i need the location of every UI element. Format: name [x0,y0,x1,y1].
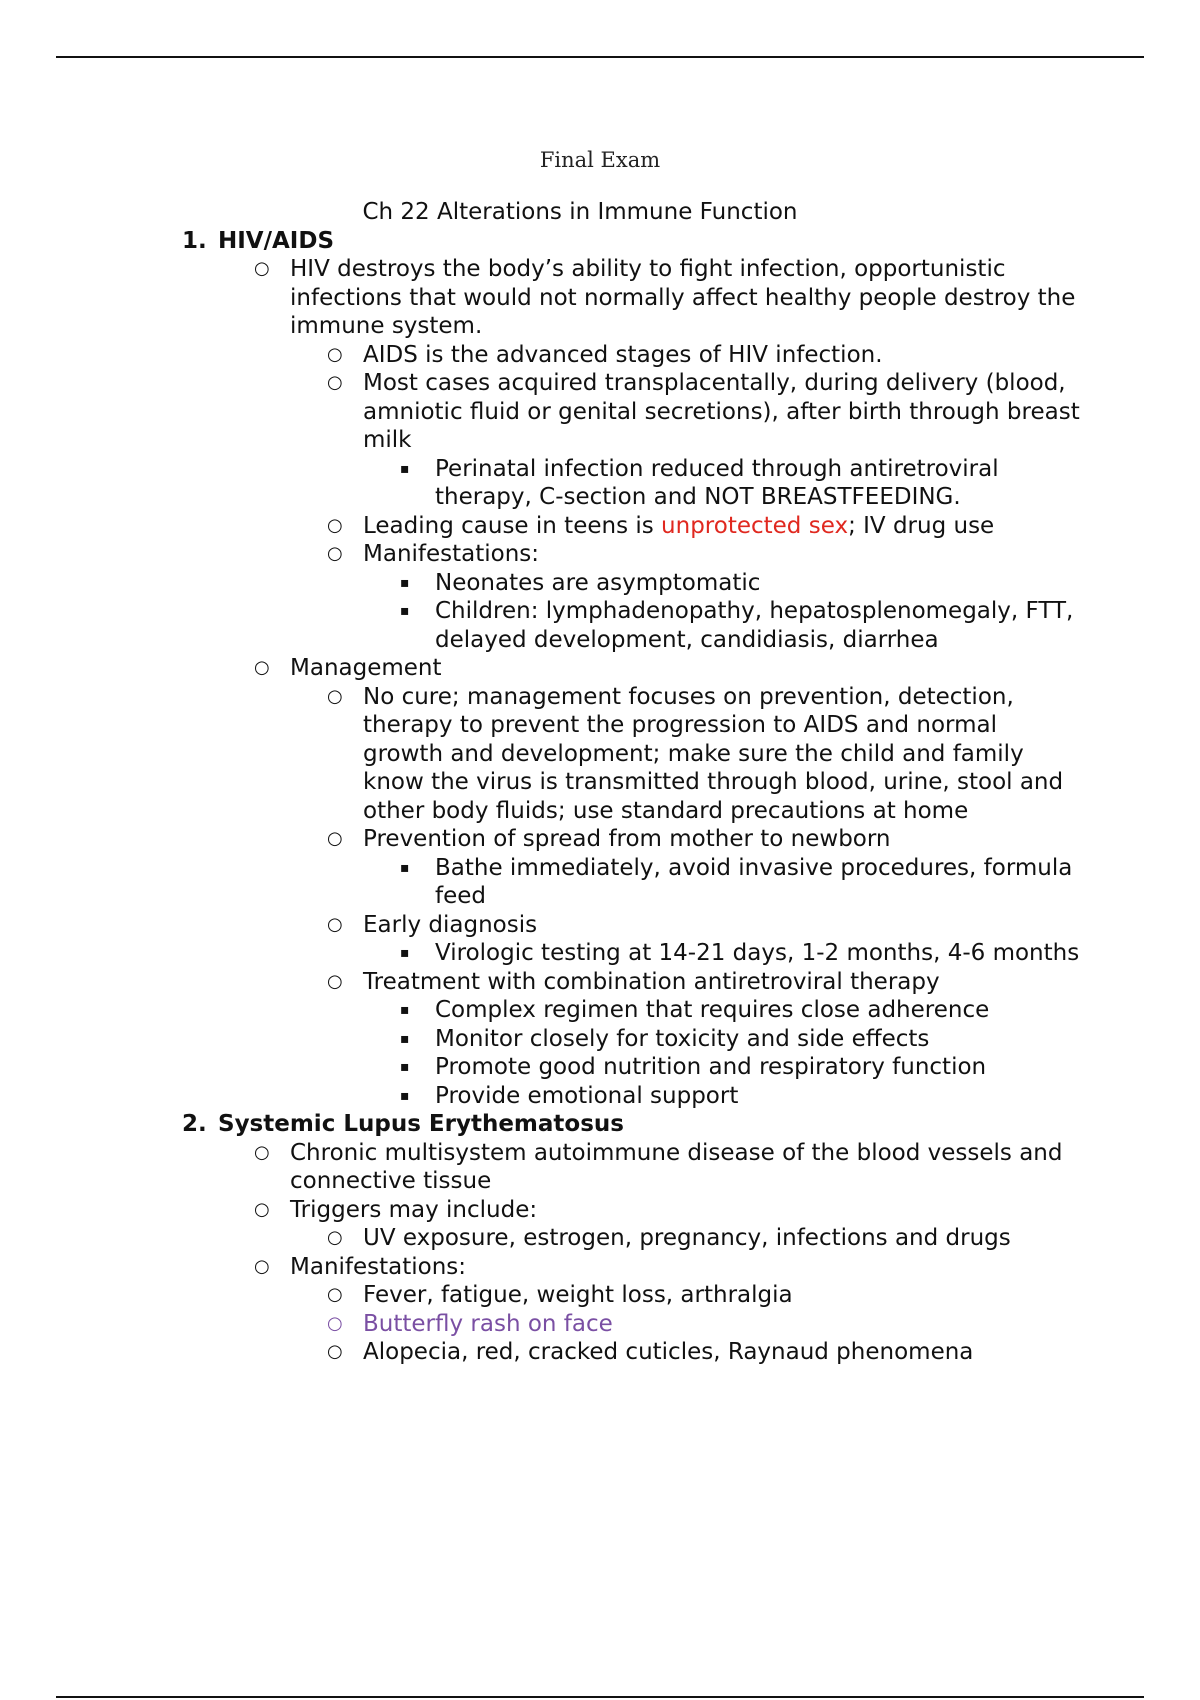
circle-bullet-icon: ○ [327,828,343,849]
list-item: ○ AIDS is the advanced stages of HIV infection. [327,341,883,368]
circle-bullet-icon: ○ [327,685,343,707]
square-bullet-icon: ▪ [400,1002,410,1018]
circle-bullet-icon: ○ [327,1312,343,1334]
section-title: Systemic Lupus Erythematosus [218,1111,624,1137]
circle-bullet-icon: ○ [327,514,343,536]
list-item: ▪ Perinatal infection reduced through antiretroviral therapy, C-section and NOT BREASTFEEDING. [400,455,999,510]
square-bullet-icon: ▪ [400,945,410,961]
square-bullet-icon: ▪ [400,603,410,619]
circle-bullet-icon: ○ [327,970,343,992]
circle-bullet-icon: ○ [254,258,270,279]
square-bullet-icon: ▪ [400,460,410,477]
top-rule [56,56,1144,58]
list-item: ○ UV exposure, estrogen, pregnancy, infections and drugs [327,1225,1011,1251]
list-item: ▪ Monitor closely for toxicity and side effects [400,1025,930,1052]
list-item: ▪ Children: lymphadenopathy, hepatosplenomegaly, FTT, delayed development, candidiasis, diarrhea [400,598,1074,653]
list-item: ○ No cure; management focuses on prevention, detection, therapy to prevent the progression to AIDS and normal growth and development; make sure the child and family know the virus is transmitted through blood, urine, stool and other body fluids; use standard precautions at home [327,683,1064,824]
list-item-highlighted: ○ Butterfly rash on face [327,1310,613,1337]
highlighted-text: unprotected sex [661,512,849,539]
circle-bullet-icon: ○ [327,913,343,935]
section-heading [0,1110,1200,1139]
list-item: ▪ Provide emotional support [400,1082,739,1109]
list-item: ○ Leading cause in teens is unprotected sex; IV drug use [327,512,995,539]
square-bullet-icon: ▪ [400,1030,410,1047]
circle-bullet-icon: ○ [327,372,343,393]
page-header-title: Final Exam [539,148,661,172]
square-bullet-icon: ▪ [400,574,410,591]
section-heading [0,227,1200,256]
circle-bullet-icon: ○ [327,1341,343,1362]
chapter-title: Ch 22 Alterations in Immune Function [362,199,798,225]
list-item: ○ Fever, fatigue, weight loss, arthralgia [327,1282,793,1308]
list-item: ▪ Complex regimen that requires close adherence [400,997,990,1023]
circle-bullet-icon: ○ [327,543,343,564]
circle-bullet-icon: ○ [327,343,343,365]
circle-bullet-icon: ○ [327,1284,343,1305]
list-item: ○ Triggers may include: [254,1196,538,1223]
list-item: ○ Manifestations: [254,1253,467,1280]
circle-bullet-icon: ○ [254,1141,270,1163]
list-item: ○ Early diagnosis [327,911,538,938]
square-bullet-icon: ▪ [400,859,410,876]
list-item: ○ Most cases acquired transplacentally, during delivery (blood, amniotic fluid or genital secretions), after birth through breast milk [327,370,1080,453]
list-item: ○ Alopecia, red, cracked cuticles, Raynaud phenomena [327,1339,974,1365]
list-item: ○ Treatment with combination antiretroviral therapy [327,968,940,995]
list-item: ○ HIV destroys the body’s ability to fight infection, opportunistic infections that would not normally affect healthy people destroy the immune system. [254,256,1076,339]
list-item: ○ Prevention of spread from mother to newborn [327,826,891,852]
list-item: ▪ Neonates are asymptomatic [400,569,761,596]
section-number: 2. [182,1111,207,1137]
document-body [0,198,1200,1367]
circle-bullet-icon: ○ [254,1198,270,1220]
circle-bullet-icon: ○ [254,657,270,678]
list-item: ○ Manifestations: [327,541,540,567]
bottom-rule [56,1696,1144,1698]
square-bullet-icon: ▪ [400,1087,410,1104]
section-title: HIV/AIDS [218,227,335,254]
list-item: ○ Management [254,655,442,681]
list-item: ▪ Virologic testing at 14-21 days, 1-2 months, 4-6 months [400,940,1080,966]
list-item: ▪ Promote good nutrition and respiratory function [400,1054,987,1080]
list-item: ▪ Bathe immediately, avoid invasive procedures, formula feed [400,854,1073,909]
list-item: ○ Chronic multisystem autoimmune disease of the blood vessels and connective tissue [254,1139,1063,1194]
circle-bullet-icon: ○ [327,1227,343,1248]
circle-bullet-icon: ○ [254,1255,270,1277]
square-bullet-icon: ▪ [400,1059,410,1075]
section-number: 1. [182,227,207,254]
